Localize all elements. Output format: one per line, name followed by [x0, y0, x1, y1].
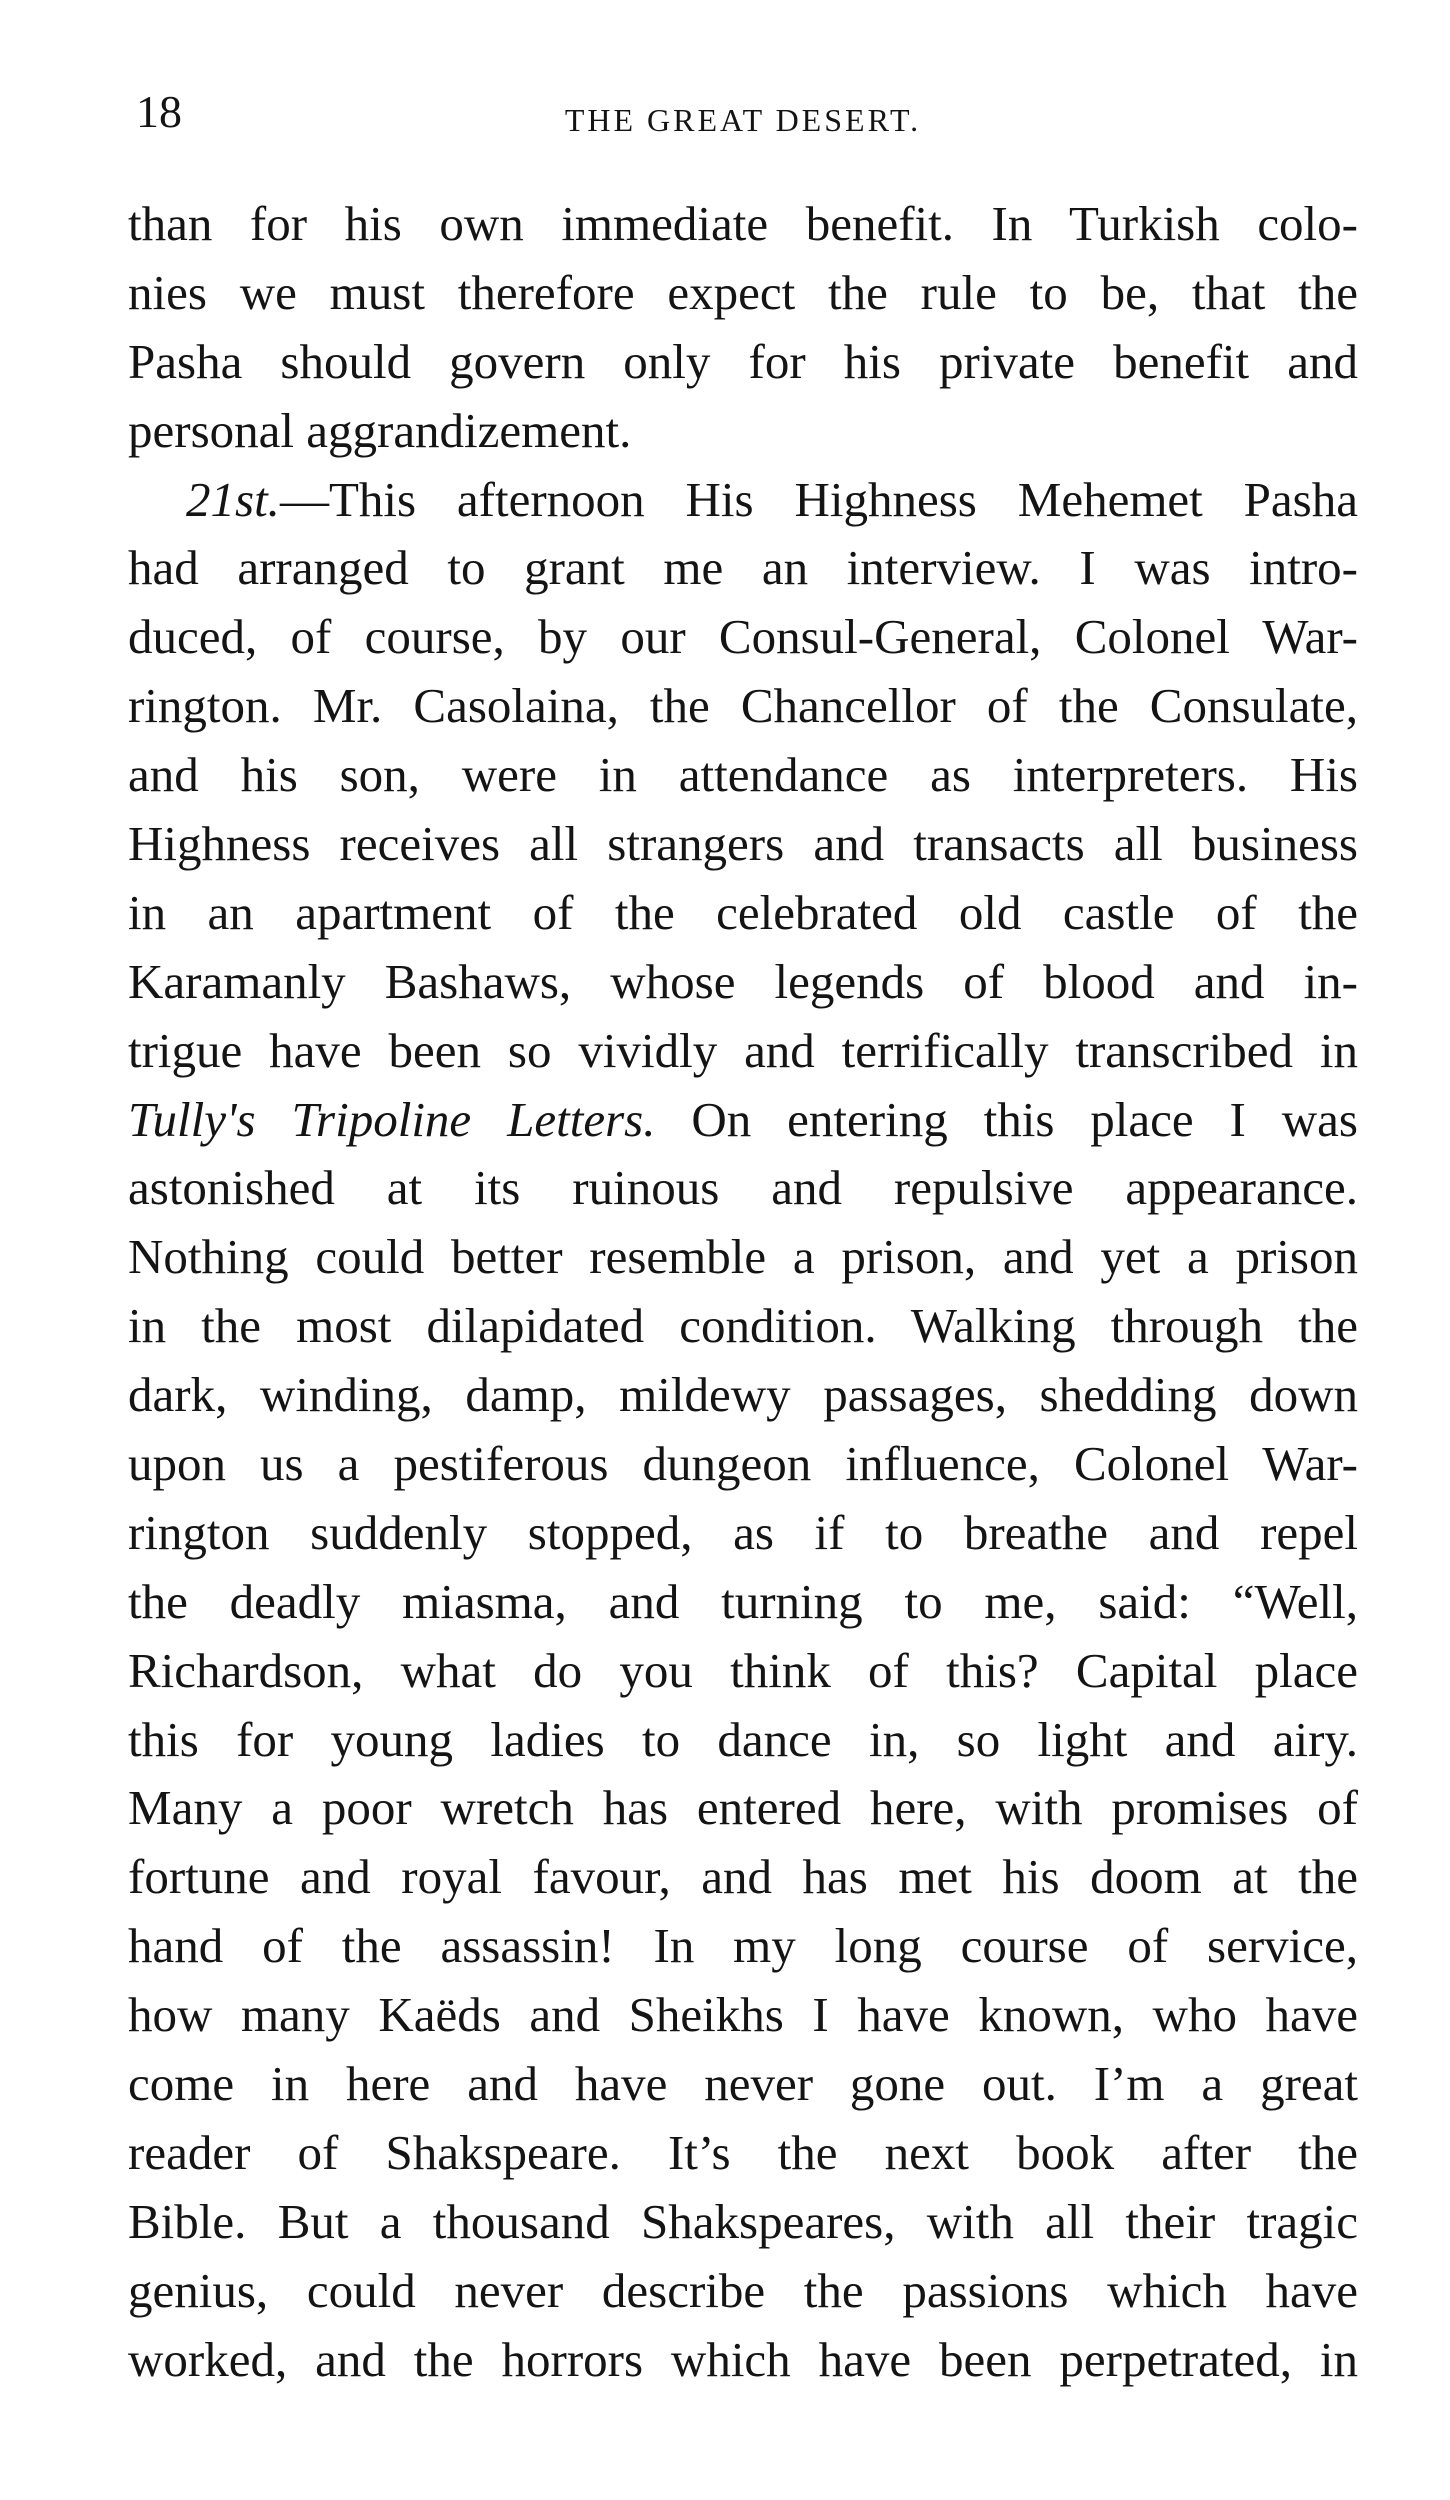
- text-line: come in here and have never gone out. I’m a great: [128, 2056, 1358, 2112]
- text-line: nies we must therefore expect the rule to be, that the: [128, 264, 1358, 320]
- page-number: 18: [136, 86, 182, 137]
- text-line: fortune and royal favour, and has met his doom at the: [128, 1849, 1358, 1905]
- diary-date: 21st.: [186, 471, 280, 527]
- text-line: Karamanly Bashaws, whose legends of blood and in-: [128, 953, 1358, 1009]
- body-text: [128, 190, 1358, 2395]
- text-line: worked, and the horrors which have been perpetrated, in: [128, 2331, 1358, 2387]
- text-run: On entering this place I was: [655, 1091, 1358, 1147]
- text-line: trigue have been so vividly and terrifically transcribed in: [128, 1022, 1358, 1078]
- text-line: and his son, were in attendance as interpreters. His: [128, 747, 1358, 803]
- text-line: rington. Mr. Casolaina, the Chancellor of the Consulate,: [128, 678, 1358, 734]
- text-line: than for his own immediate benefit. In Turkish colo-: [128, 196, 1358, 251]
- text-line: in the most dilapidated condition. Walking through the: [128, 1298, 1358, 1354]
- text-line: this for young ladies to dance in, so light and airy.: [128, 1711, 1358, 1767]
- text-line: genius, could never describe the passions which have: [128, 2262, 1358, 2318]
- text-line: the deadly miasma, and turning to me, said: “Well,: [128, 1573, 1358, 1629]
- text-line: hand of the assassin! In my long course of service,: [128, 1918, 1358, 1974]
- text-line: dark, winding, damp, mildewy passages, shedding down: [128, 1367, 1358, 1423]
- text-run: —This afternoon His Highness Mehemet Pasha: [279, 471, 1358, 527]
- text-line: [128, 466, 1358, 535]
- text-line: personal aggrandizement.: [128, 402, 632, 458]
- text-line: Many a poor wretch has entered here, with promises of: [128, 1780, 1358, 1836]
- text-line: had arranged to grant me an interview. I was intro-: [128, 540, 1358, 596]
- text-line: Nothing could better resemble a prison, and yet a prison: [128, 1229, 1358, 1285]
- text-line: [128, 1086, 1358, 1155]
- text-line: rington suddenly stopped, as if to breathe and repel: [128, 1504, 1358, 1560]
- book-title: Tully's Tripoline Letters.: [128, 1091, 656, 1147]
- running-head: [128, 82, 1358, 142]
- text-line: Pasha should govern only for his private benefit and: [128, 333, 1358, 389]
- text-line: in an apartment of the celebrated old castle of the: [128, 884, 1358, 940]
- text-line: Bible. But a thousand Shakspeares, with all their tragic: [128, 2193, 1358, 2249]
- text-line: astonished at its ruinous and repulsive appearance.: [128, 1160, 1358, 1216]
- text-line: upon us a pestiferous dungeon influence, Colonel War-: [128, 1436, 1358, 1492]
- text-line: duced, of course, by our Consul-General, Colonel War-: [128, 609, 1358, 665]
- text-line: Richardson, what do you think of this? Capital place: [128, 1642, 1358, 1698]
- text-line: Highness receives all strangers and transacts all business: [128, 816, 1358, 872]
- text-line: how many Kaëds and Sheikhs I have known, who have: [128, 1987, 1358, 2043]
- text-line: reader of Shakspeare. It’s the next book after the: [128, 2124, 1358, 2180]
- running-title: THE GREAT DESERT.: [564, 102, 922, 138]
